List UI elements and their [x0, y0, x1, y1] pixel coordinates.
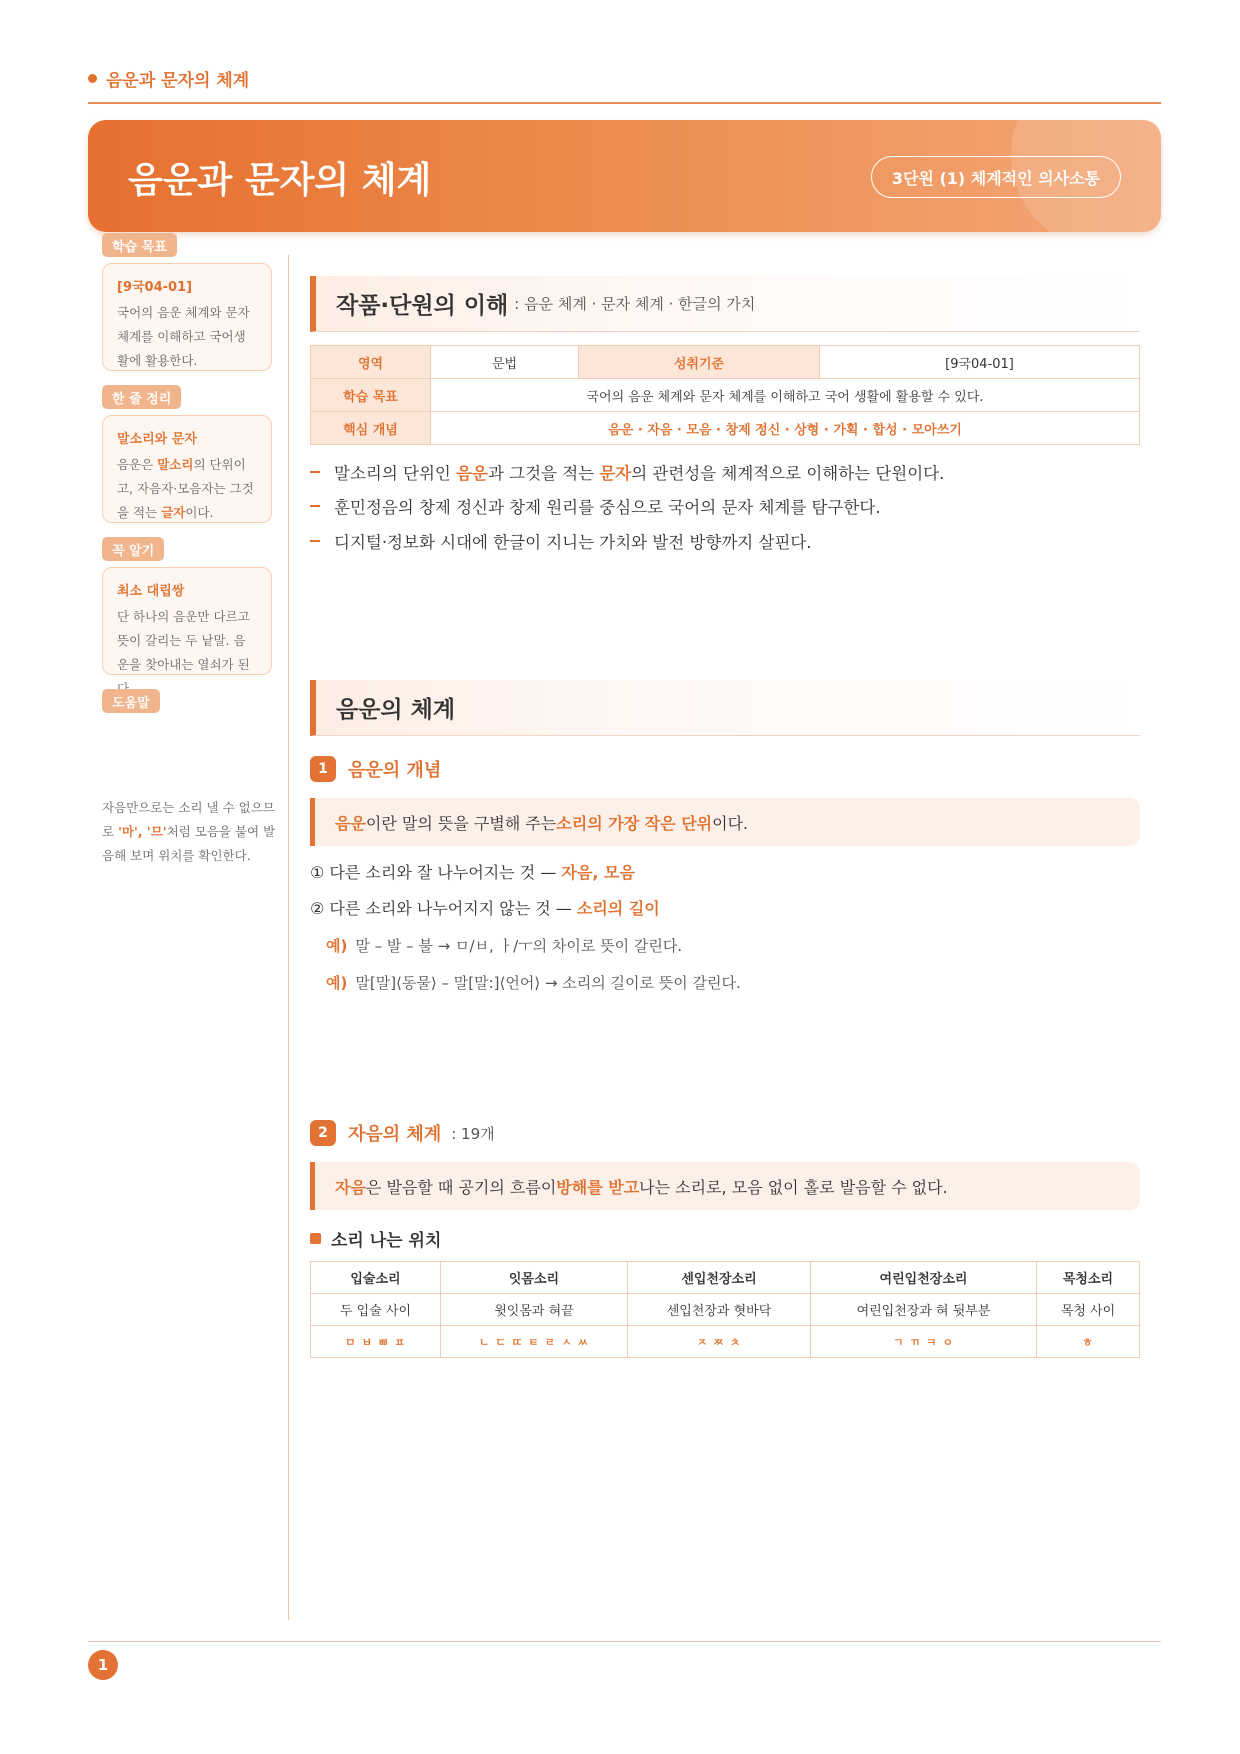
table-cell: ㅎ — [1037, 1326, 1140, 1358]
consonant-callout: 자음 은 발음할 때 공기의 흐름이 방해를 받고 나는 소리로, 모음 없이 홀로 발음할 수 없다. — [310, 1162, 1140, 1210]
example-2: 예) 말[말]⟨동물⟩ – 말[말:]⟨언어⟩ → 소리의 길이로 뜻이 갈린다. — [326, 974, 741, 992]
summary-box — [102, 415, 272, 523]
dash-icon — [310, 505, 320, 507]
area-label: 영역 — [311, 346, 431, 379]
concept-item-1: ① 다른 소리와 잘 나누어지는 것 — 자음, 모음 — [310, 863, 635, 882]
goal-title: [9국04-01] — [117, 280, 193, 295]
table-row — [311, 1294, 1140, 1326]
header-divider — [88, 102, 1161, 104]
consonant-title: 자음의 체계 — [348, 1124, 442, 1145]
concept-subheading — [310, 756, 441, 782]
dash-icon — [310, 540, 320, 542]
understanding-bullet-3: 디지털·정보화 시대에 한글이 지니는 가치와 발전 방향까지 살핀다. — [310, 529, 812, 553]
bullet-dot-icon — [88, 74, 97, 83]
goal-value: 국어의 음운 체계와 문자 체계를 이해하고 국어 생활에 활용할 수 있다. — [431, 379, 1140, 412]
concept-title: 음운의 개념 — [348, 760, 442, 781]
table-cell: 두 입술 사이 — [311, 1294, 441, 1326]
summary-tag: 한 줄 정리 — [102, 385, 181, 409]
column-header: 목청소리 — [1037, 1262, 1140, 1294]
summary-text: 음운은 말소리의 단위이고, 자음자·모음자는 그것을 적는 글자이다. — [117, 457, 254, 520]
number-badge: 1 — [310, 756, 336, 782]
must-know-title: 최소 대립쌍 — [117, 584, 185, 599]
goal-label: 학습 목표 — [311, 379, 431, 412]
sidebar-divider — [288, 255, 289, 1620]
helper-text: 자음만으로는 소리 낼 수 없으므로 '마', '므'처럼 모음을 붙여 발음해 보며 위치를 확인한다. — [102, 800, 276, 863]
understanding-bullet-1: 말소리의 단위인 음운과 그것을 적는 문자의 관련성을 체계적으로 이해하는 단원이다. — [310, 460, 944, 484]
table-cell: ㅈ ㅉ ㅊ — [628, 1326, 811, 1358]
consonant-count: : 19개 — [451, 1124, 495, 1143]
page-title: 음운과 문자의 체계 — [128, 160, 432, 201]
unit-info-table — [310, 345, 1140, 445]
table-cell: 윗잇몸과 혀끝 — [441, 1294, 628, 1326]
concept-item-2: ② 다른 소리와 나누어지지 않는 것 — 소리의 길이 — [310, 899, 660, 918]
table-header-row — [311, 1262, 1140, 1294]
square-bullet-icon — [310, 1233, 321, 1244]
column-header: 여린입천장소리 — [811, 1262, 1037, 1294]
goal-tag: 학습 목표 — [102, 233, 177, 257]
number-badge: 2 — [310, 1120, 336, 1146]
must-know-text: 단 하나의 음운만 다르고 뜻이 갈리는 두 낱말. 음운을 찾아내는 열쇠가 된 — [117, 609, 250, 672]
section-label — [88, 66, 249, 91]
table-cell: 센입천장과 혓바닥 — [628, 1294, 811, 1326]
standard-value: [9국04-01] — [820, 346, 1140, 379]
understanding-title: 작품·단원의 이해 — [336, 293, 509, 319]
table-cell: ㄱ ㄲ ㅋ ㅇ — [811, 1326, 1037, 1358]
position-heading — [310, 1226, 441, 1251]
table-cell: 여린입천장과 혀 뒷부분 — [811, 1294, 1037, 1326]
goal-text: 국어의 음운 체계와 문자 체계를 이해하고 국어생활에 활용한다. — [117, 305, 250, 368]
example-1: 예) 말 – 발 – 불 → ㅁ/ㅂ, ㅏ/ㅜ의 차이로 뜻이 갈린다. — [326, 937, 683, 955]
footer-divider — [88, 1641, 1161, 1642]
understanding-subtitle: : 음운 체계 · 문자 체계 · 한글의 가치 — [514, 295, 756, 313]
must-know-box — [102, 567, 272, 675]
consonant-position-table — [310, 1261, 1140, 1358]
must-know-tag: 꼭 알기 — [102, 537, 164, 561]
page-number: 1 — [88, 1650, 118, 1680]
phoneme-system-heading — [310, 680, 1140, 736]
phoneme-system-title: 음운의 체계 — [336, 697, 456, 723]
area-value: 문법 — [431, 346, 579, 379]
summary-title: 말소리와 문자 — [117, 432, 197, 447]
column-header: 입술소리 — [311, 1262, 441, 1294]
section-label-text: 음운과 문자의 체계 — [106, 71, 250, 91]
title-banner — [88, 120, 1161, 232]
understanding-heading — [310, 276, 1140, 332]
goal-box — [102, 263, 272, 371]
concept-label: 핵심 개념 — [311, 412, 431, 445]
standard-label: 성취기준 — [579, 346, 820, 379]
position-title: 소리 나는 위치 — [331, 1231, 442, 1251]
table-cell: ㄴ ㄷ ㄸ ㅌ ㄹ ㅅ ㅆ — [441, 1326, 628, 1358]
concept-value: 음운 · 자음 · 모음 · 창제 정신 · 상형 · 가획 · 합성 · 모아쓰기 — [431, 412, 1140, 445]
unit-badge: 3단원 (1) 체계적인 의사소통 — [871, 156, 1121, 198]
understanding-bullet-2: 훈민정음의 창제 정신과 창제 원리를 중심으로 국어의 문자 체계를 탐구한다. — [310, 494, 881, 518]
helper-tag: 도움말 — [102, 689, 160, 713]
dash-icon — [310, 471, 320, 473]
table-row — [311, 1326, 1140, 1358]
column-header: 센입천장소리 — [628, 1262, 811, 1294]
table-cell: 목청 사이 — [1037, 1294, 1140, 1326]
consonant-subheading — [310, 1120, 495, 1146]
concept-callout: 음운 이란 말의 뜻을 구별해 주는 소리의 가장 작은 단위 이다. — [310, 798, 1140, 846]
table-cell: ㅁ ㅂ ㅃ ㅍ — [311, 1326, 441, 1358]
column-header: 잇몸소리 — [441, 1262, 628, 1294]
